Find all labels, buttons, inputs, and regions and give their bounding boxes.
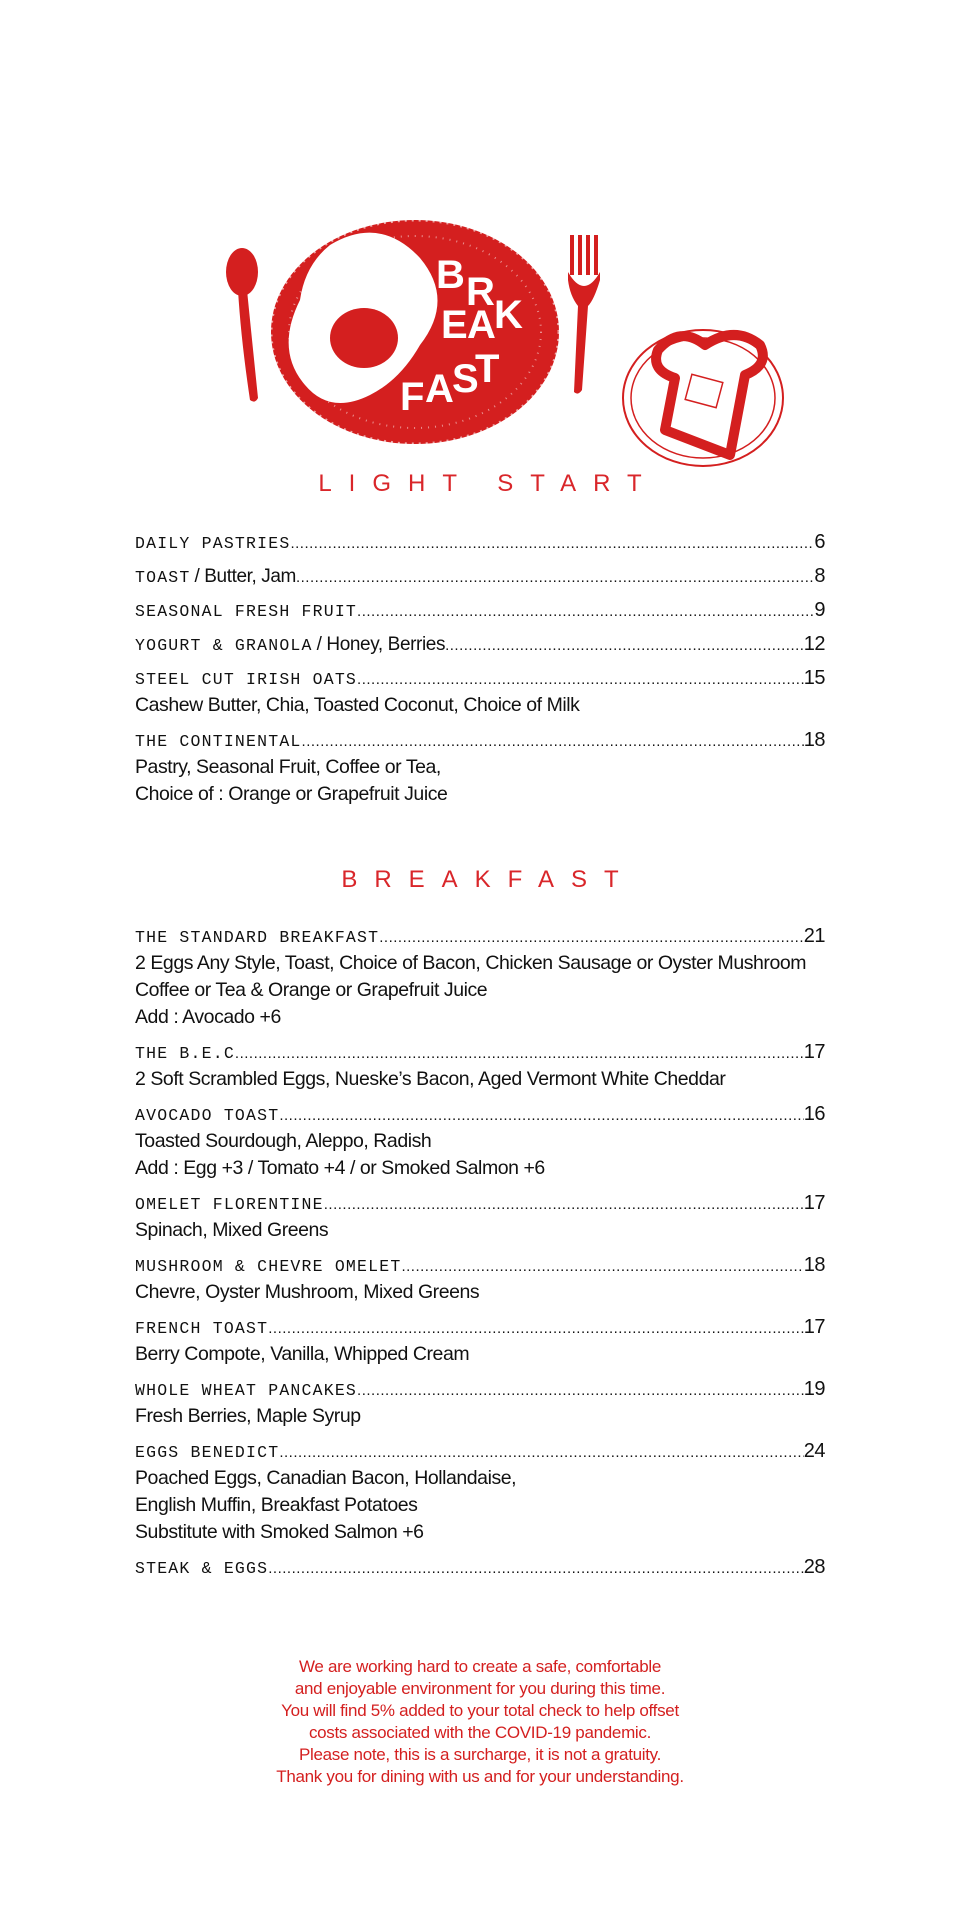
menu-list-breakfast [135, 922, 825, 1581]
toast-plate-icon [623, 330, 783, 466]
notice-line: and enjoyable environment for you during this time. [294, 1679, 666, 1698]
item-price: 16 [803, 1103, 825, 1125]
item-price: 6 [814, 531, 825, 553]
item-name: TOAST [135, 568, 191, 587]
item-price: 17 [803, 1041, 825, 1063]
logo-letter: B [436, 253, 465, 297]
item-name: THE CONTINENTAL [135, 732, 302, 751]
item-price: 18 [803, 1254, 825, 1276]
item-price: 12 [803, 633, 825, 655]
item-name: STEEL CUT IRISH OATS [135, 670, 358, 689]
menu-item [135, 1553, 825, 1581]
breakfast-illustration [0, 0, 960, 470]
item-description: Choice of : Orange or Grapefruit Juice [135, 783, 448, 805]
logo-letter: K [494, 293, 523, 337]
item-price: 24 [803, 1440, 825, 1462]
item-price: 8 [814, 565, 825, 587]
notice-line: Please note, this is a surcharge, it is not a gratuity. [298, 1745, 662, 1764]
menu-item [135, 596, 825, 624]
menu-item [135, 922, 825, 1031]
item-price: 28 [803, 1556, 825, 1578]
menu-item [135, 1375, 825, 1430]
item-description: Cashew Butter, Chia, Toasted Coconut, Choice of Milk [135, 694, 580, 716]
menu-item [135, 528, 825, 556]
item-description: Toasted Sourdough, Aleppo, Radish [135, 1130, 432, 1152]
item-name: THE B.E.C [135, 1044, 235, 1063]
item-name: WHOLE WHEAT PANCAKES [135, 1381, 358, 1400]
item-description: Spinach, Mixed Greens [135, 1219, 329, 1241]
menu-item [135, 1038, 825, 1093]
item-price: 17 [803, 1316, 825, 1338]
item-name: FRENCH TOAST [135, 1319, 269, 1338]
item-price: 9 [814, 599, 825, 621]
menu-item [135, 1251, 825, 1306]
item-price: 17 [803, 1192, 825, 1214]
section-title-breakfast: BREAKFAST [341, 866, 636, 893]
logo-letter: S [452, 357, 479, 401]
item-price: 15 [803, 667, 825, 689]
item-description: Poached Eggs, Canadian Bacon, Hollandaise, [135, 1467, 517, 1489]
item-description: Substitute with Smoked Salmon +6 [135, 1521, 424, 1543]
item-extra: / Honey, Berries [316, 634, 446, 655]
item-description: Chevre, Oyster Mushroom, Mixed Greens [135, 1281, 480, 1303]
section-title-light-start: LIGHT START [318, 470, 659, 497]
item-name: THE STANDARD BREAKFAST [135, 928, 380, 947]
menu-item [135, 1437, 825, 1546]
menu-item [135, 1313, 825, 1368]
item-name: SEASONAL FRESH FRUIT [135, 602, 358, 621]
logo-letter: A [467, 303, 496, 347]
item-description: Add : Egg +3 / Tomato +4 / or Smoked Salmon +6 [135, 1157, 545, 1179]
menu-item [135, 630, 825, 658]
item-price: 21 [803, 925, 825, 947]
item-name: DAILY PASTRIES [135, 534, 291, 553]
item-description: English Muffin, Breakfast Potatoes [135, 1494, 418, 1516]
item-name: MUSHROOM & CHEVRE OMELET [135, 1257, 402, 1276]
covid-surcharge-notice [0, 1656, 960, 1788]
notice-line: costs associated with the COVID-19 pandemic. [308, 1723, 652, 1742]
item-description: Add : Avocado +6 [135, 1006, 281, 1028]
item-description: Coffee or Tea & Orange or Grapefruit Juice [135, 979, 488, 1001]
item-name: EGGS BENEDICT [135, 1443, 280, 1462]
item-description: Berry Compote, Vanilla, Whipped Cream [135, 1343, 470, 1365]
notice-line: We are working hard to create a safe, comfortable [298, 1657, 661, 1676]
menu-item [135, 562, 825, 590]
item-price: 18 [803, 729, 825, 751]
item-description: Pastry, Seasonal Fruit, Coffee or Tea, [135, 756, 441, 778]
menu-list-light-start [135, 528, 825, 808]
item-extra: / Butter, Jam [194, 566, 296, 587]
logo-letter: R [466, 270, 495, 314]
logo-letter: E [441, 303, 468, 347]
menu-item [135, 1189, 825, 1244]
item-name: YOGURT & GRANOLA [135, 636, 313, 655]
item-name: AVOCADO TOAST [135, 1106, 280, 1125]
notice-line: Thank you for dining with us and for your understanding. [276, 1767, 684, 1786]
item-description: 2 Eggs Any Style, Toast, Choice of Bacon, Chicken Sausage or Oyster Mushroom [135, 952, 807, 974]
logo-letter: A [425, 367, 454, 411]
menu-item [135, 664, 825, 719]
logo-letter: F [400, 375, 425, 419]
fork-icon [568, 235, 600, 394]
item-description: Fresh Berries, Maple Syrup [135, 1405, 361, 1427]
menu-item [135, 1100, 825, 1182]
menu-item [135, 726, 825, 808]
item-description: 2 Soft Scrambled Eggs, Nueske’s Bacon, Aged Vermont White Cheddar [135, 1068, 726, 1090]
item-name: STEAK & EGGS [135, 1559, 269, 1578]
item-name: OMELET FLORENTINE [135, 1195, 324, 1214]
item-price: 19 [803, 1378, 825, 1400]
spoon-icon [226, 248, 258, 402]
logo-letter: T [475, 347, 500, 391]
notice-line: You will find 5% added to your total check to help offset [281, 1701, 679, 1720]
